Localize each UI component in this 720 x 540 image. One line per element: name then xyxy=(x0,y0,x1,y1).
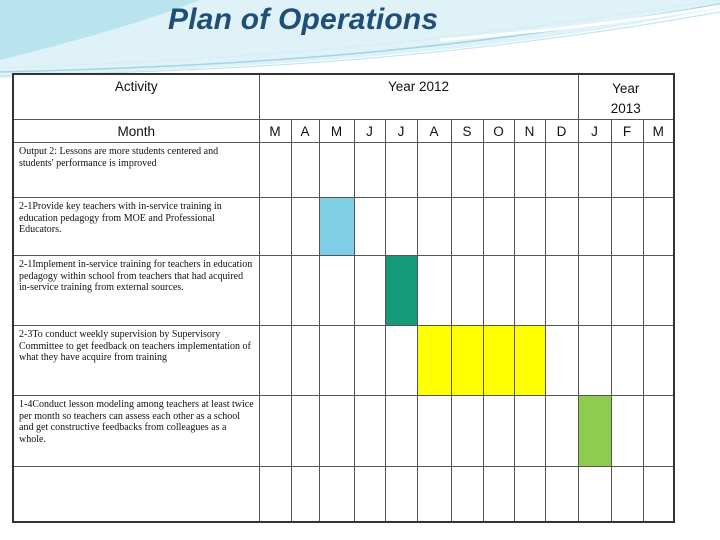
gantt-cell xyxy=(514,396,545,467)
gantt-cell xyxy=(514,143,545,198)
month-cell: D xyxy=(545,120,578,143)
activity-cell xyxy=(13,467,259,522)
gantt-cell xyxy=(291,467,319,522)
month-cell: S xyxy=(451,120,483,143)
gantt-cell xyxy=(259,467,291,522)
gantt-cell xyxy=(259,143,291,198)
header-year-2013 xyxy=(578,74,674,120)
gantt-cell xyxy=(259,256,291,326)
month-cell: F xyxy=(611,120,643,143)
gantt-cell xyxy=(451,198,483,256)
gantt-cell xyxy=(545,256,578,326)
header-row-months xyxy=(13,120,674,143)
month-cell: J xyxy=(578,120,611,143)
gantt-cell xyxy=(451,396,483,467)
gantt-cell xyxy=(483,143,514,198)
gantt-cell xyxy=(417,396,451,467)
gantt-cell xyxy=(545,467,578,522)
header-year-2013-line1: Year xyxy=(612,81,640,96)
month-cell: A xyxy=(417,120,451,143)
gantt-cell xyxy=(643,396,674,467)
gantt-cell xyxy=(385,143,417,198)
activity-cell: 2-3To conduct weekly supervision by Supervisory Committee to get feedback on teachers implementation of what they have acquire from training xyxy=(13,326,259,396)
gantt-cell xyxy=(319,326,354,396)
gantt-cell xyxy=(385,198,417,256)
gantt-cell xyxy=(483,396,514,467)
gantt-cell xyxy=(578,467,611,522)
table-row xyxy=(13,256,674,326)
gantt-bar-green xyxy=(578,396,611,467)
gantt-cell xyxy=(354,256,385,326)
gantt-cell xyxy=(578,198,611,256)
gantt-cell xyxy=(354,143,385,198)
table-row xyxy=(13,467,674,522)
gantt-cell xyxy=(611,198,643,256)
activity-cell: 1-4Conduct lesson modeling among teachers at least twice per month so teachers can assess each other as a school and get constructive feedbacks from colleagues as a whole. xyxy=(13,396,259,467)
activity-cell: Output 2: Lessons are more students centered and students' performance is improved xyxy=(13,143,259,198)
gantt-cell xyxy=(291,198,319,256)
gantt-cell xyxy=(643,198,674,256)
gantt-cell xyxy=(545,326,578,396)
gantt-cell xyxy=(578,326,611,396)
month-cell: N xyxy=(514,120,545,143)
gantt-cell xyxy=(319,467,354,522)
header-month-label: Month xyxy=(13,120,259,143)
month-cell: J xyxy=(385,120,417,143)
month-cell: O xyxy=(483,120,514,143)
operations-gantt-table xyxy=(12,73,675,523)
gantt-cell xyxy=(611,256,643,326)
gantt-cell xyxy=(483,467,514,522)
gantt-cell xyxy=(578,143,611,198)
gantt-cell xyxy=(291,256,319,326)
gantt-cell xyxy=(611,143,643,198)
gantt-bar-teal xyxy=(385,256,417,326)
gantt-cell xyxy=(514,467,545,522)
gantt-cell xyxy=(354,198,385,256)
gantt-bar-blue xyxy=(319,198,354,256)
header-year-2013-line2: 2013 xyxy=(610,101,641,116)
gantt-cell xyxy=(259,198,291,256)
gantt-cell xyxy=(291,326,319,396)
page-title: Plan of Operations xyxy=(168,3,439,36)
gantt-cell xyxy=(578,256,611,326)
header-year-2012: Year 2012 xyxy=(259,74,578,120)
gantt-cell xyxy=(385,467,417,522)
table-row xyxy=(13,198,674,256)
gantt-cell xyxy=(259,396,291,467)
gantt-cell xyxy=(385,326,417,396)
activity-cell: 2-1Provide key teachers with in-service training in education pedagogy from MOE and Professional Educators. xyxy=(13,198,259,256)
month-cell: A xyxy=(291,120,319,143)
gantt-cell xyxy=(611,326,643,396)
gantt-cell xyxy=(545,198,578,256)
table-row xyxy=(13,326,674,396)
month-cell: M xyxy=(259,120,291,143)
gantt-bar-yellow xyxy=(514,326,545,396)
gantt-cell xyxy=(643,256,674,326)
gantt-cell xyxy=(417,198,451,256)
gantt-cell xyxy=(643,143,674,198)
gantt-cell xyxy=(451,256,483,326)
gantt-cell xyxy=(385,396,417,467)
table-row xyxy=(13,143,674,198)
gantt-cell xyxy=(514,256,545,326)
gantt-cell xyxy=(611,396,643,467)
gantt-bar-yellow xyxy=(451,326,483,396)
gantt-cell xyxy=(417,256,451,326)
gantt-cell xyxy=(545,396,578,467)
gantt-cell xyxy=(354,467,385,522)
table-row xyxy=(13,396,674,467)
gantt-cell xyxy=(417,467,451,522)
gantt-cell xyxy=(291,396,319,467)
gantt-cell xyxy=(354,396,385,467)
header-activity: Activity xyxy=(13,74,259,120)
gantt-cell xyxy=(545,143,578,198)
activity-cell: 2-1Implement in-service training for teachers in education pedagogy within school from teachers that had acquired in-service training from external sources. xyxy=(13,256,259,326)
gantt-cell xyxy=(483,198,514,256)
gantt-cell xyxy=(319,256,354,326)
month-cell: M xyxy=(643,120,674,143)
gantt-cell xyxy=(643,326,674,396)
header-row-years xyxy=(13,74,674,120)
gantt-cell xyxy=(319,396,354,467)
gantt-cell xyxy=(417,143,451,198)
month-cell: M xyxy=(319,120,354,143)
gantt-cell xyxy=(291,143,319,198)
gantt-cell xyxy=(643,467,674,522)
gantt-cell xyxy=(354,326,385,396)
month-cell: J xyxy=(354,120,385,143)
gantt-bar-yellow xyxy=(417,326,451,396)
gantt-cell xyxy=(259,326,291,396)
gantt-cell xyxy=(483,256,514,326)
gantt-cell xyxy=(611,467,643,522)
gantt-bar-yellow xyxy=(483,326,514,396)
gantt-cell xyxy=(451,467,483,522)
gantt-cell xyxy=(451,143,483,198)
gantt-cell xyxy=(514,198,545,256)
gantt-cell xyxy=(319,143,354,198)
